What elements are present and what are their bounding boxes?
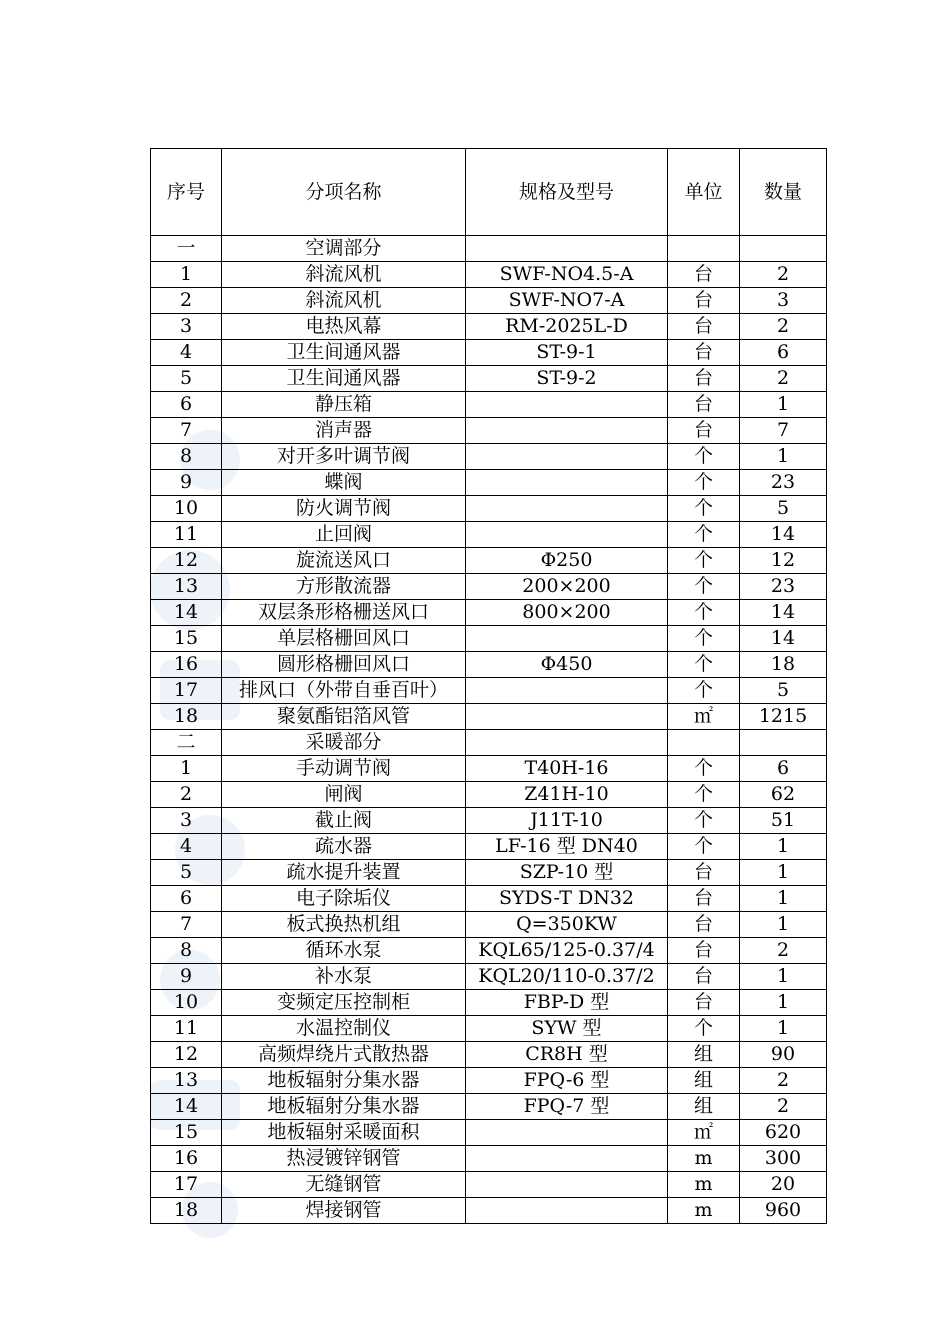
spec-cell bbox=[466, 730, 668, 756]
table-row bbox=[151, 470, 827, 496]
table-row bbox=[151, 496, 827, 522]
unit-cell: 台 bbox=[668, 314, 740, 340]
serial-cell: 15 bbox=[151, 1120, 222, 1146]
spec-cell bbox=[466, 392, 668, 418]
table-row bbox=[151, 366, 827, 392]
item-name-cell: 防火调节阀 bbox=[222, 496, 466, 522]
unit-cell: 台 bbox=[668, 340, 740, 366]
spec-cell bbox=[466, 1146, 668, 1172]
table-row bbox=[151, 652, 827, 678]
quantity-cell: 1 bbox=[740, 834, 827, 860]
table-row bbox=[151, 548, 827, 574]
item-name-cell: 聚氨酯铝箔风管 bbox=[222, 704, 466, 730]
item-name-cell: 电热风幕 bbox=[222, 314, 466, 340]
item-name-cell: 旋流送风口 bbox=[222, 548, 466, 574]
unit-cell bbox=[668, 236, 740, 262]
serial-cell: 8 bbox=[151, 444, 222, 470]
item-name-cell: 地板辐射分集水器 bbox=[222, 1068, 466, 1094]
item-name-cell: 空调部分 bbox=[222, 236, 466, 262]
table-row bbox=[151, 912, 827, 938]
item-name-cell: 蝶阀 bbox=[222, 470, 466, 496]
item-name-cell: 板式换热机组 bbox=[222, 912, 466, 938]
spec-cell: 200×200 bbox=[466, 574, 668, 600]
table-row bbox=[151, 522, 827, 548]
spec-cell bbox=[466, 626, 668, 652]
spec-cell: J11T-10 bbox=[466, 808, 668, 834]
unit-cell: 个 bbox=[668, 782, 740, 808]
table-row bbox=[151, 834, 827, 860]
item-name-cell: 双层条形格栅送风口 bbox=[222, 600, 466, 626]
unit-cell: ㎡ bbox=[668, 704, 740, 730]
table-row bbox=[151, 1094, 827, 1120]
spec-cell: Φ450 bbox=[466, 652, 668, 678]
table-row bbox=[151, 964, 827, 990]
item-name-cell: 电子除垢仪 bbox=[222, 886, 466, 912]
spec-cell bbox=[466, 678, 668, 704]
quantity-cell: 1 bbox=[740, 444, 827, 470]
serial-cell: 2 bbox=[151, 288, 222, 314]
quantity-cell: 2 bbox=[740, 314, 827, 340]
unit-cell: 个 bbox=[668, 522, 740, 548]
unit-cell: m bbox=[668, 1146, 740, 1172]
item-name-cell: 斜流风机 bbox=[222, 288, 466, 314]
table-row bbox=[151, 1172, 827, 1198]
spec-cell bbox=[466, 444, 668, 470]
quantity-cell: 1 bbox=[740, 886, 827, 912]
serial-cell: 1 bbox=[151, 756, 222, 782]
serial-cell: 3 bbox=[151, 808, 222, 834]
unit-cell: 个 bbox=[668, 626, 740, 652]
item-name-cell: 变频定压控制柜 bbox=[222, 990, 466, 1016]
table-row bbox=[151, 990, 827, 1016]
item-name-cell: 地板辐射采暖面积 bbox=[222, 1120, 466, 1146]
quantity-cell bbox=[740, 730, 827, 756]
serial-cell: 12 bbox=[151, 1042, 222, 1068]
serial-cell: 6 bbox=[151, 886, 222, 912]
unit-cell: 台 bbox=[668, 288, 740, 314]
spec-cell bbox=[466, 236, 668, 262]
quantity-cell: 1 bbox=[740, 990, 827, 1016]
unit-cell: 台 bbox=[668, 860, 740, 886]
spec-cell: ST-9-2 bbox=[466, 366, 668, 392]
header-quantity: 数量 bbox=[740, 149, 827, 236]
quantity-cell: 1 bbox=[740, 964, 827, 990]
serial-cell: 8 bbox=[151, 938, 222, 964]
spec-cell: SYDS-T DN32 bbox=[466, 886, 668, 912]
item-name-cell: 静压箱 bbox=[222, 392, 466, 418]
serial-cell: 17 bbox=[151, 1172, 222, 1198]
table-header bbox=[151, 149, 827, 236]
table-row bbox=[151, 756, 827, 782]
quantity-cell: 1 bbox=[740, 912, 827, 938]
table-row bbox=[151, 938, 827, 964]
item-name-cell: 循环水泵 bbox=[222, 938, 466, 964]
unit-cell: m bbox=[668, 1172, 740, 1198]
quantity-cell bbox=[740, 236, 827, 262]
table-row bbox=[151, 886, 827, 912]
item-name-cell: 斜流风机 bbox=[222, 262, 466, 288]
table-row bbox=[151, 704, 827, 730]
unit-cell: 个 bbox=[668, 808, 740, 834]
quantity-cell: 14 bbox=[740, 600, 827, 626]
table-row bbox=[151, 730, 827, 756]
item-name-cell: 方形散流器 bbox=[222, 574, 466, 600]
serial-cell: 12 bbox=[151, 548, 222, 574]
quantity-cell: 3 bbox=[740, 288, 827, 314]
table-row bbox=[151, 574, 827, 600]
serial-cell: 4 bbox=[151, 834, 222, 860]
spec-cell bbox=[466, 522, 668, 548]
unit-cell: 个 bbox=[668, 678, 740, 704]
unit-cell: 个 bbox=[668, 652, 740, 678]
table-row bbox=[151, 1146, 827, 1172]
header-row bbox=[151, 149, 827, 236]
spec-cell: RM-2025L-D bbox=[466, 314, 668, 340]
unit-cell: 台 bbox=[668, 912, 740, 938]
spec-cell: 800×200 bbox=[466, 600, 668, 626]
serial-cell: 一 bbox=[151, 236, 222, 262]
unit-cell: 组 bbox=[668, 1094, 740, 1120]
spec-cell: KQL65/125-0.37/4 bbox=[466, 938, 668, 964]
serial-cell: 18 bbox=[151, 704, 222, 730]
item-name-cell: 卫生间通风器 bbox=[222, 340, 466, 366]
spec-cell: FBP-D 型 bbox=[466, 990, 668, 1016]
serial-cell: 10 bbox=[151, 496, 222, 522]
spec-cell: SYW 型 bbox=[466, 1016, 668, 1042]
serial-cell: 7 bbox=[151, 912, 222, 938]
unit-cell: 台 bbox=[668, 964, 740, 990]
serial-cell: 18 bbox=[151, 1198, 222, 1224]
table-body bbox=[151, 236, 827, 1224]
quantity-cell: 5 bbox=[740, 678, 827, 704]
table-row bbox=[151, 782, 827, 808]
quantity-cell: 1 bbox=[740, 1016, 827, 1042]
item-name-cell: 疏水提升装置 bbox=[222, 860, 466, 886]
quantity-cell: 300 bbox=[740, 1146, 827, 1172]
item-name-cell: 止回阀 bbox=[222, 522, 466, 548]
serial-cell: 二 bbox=[151, 730, 222, 756]
serial-cell: 11 bbox=[151, 1016, 222, 1042]
table-row bbox=[151, 262, 827, 288]
serial-cell: 2 bbox=[151, 782, 222, 808]
equipment-table bbox=[150, 148, 827, 1224]
quantity-cell: 2 bbox=[740, 938, 827, 964]
table-row bbox=[151, 626, 827, 652]
item-name-cell: 消声器 bbox=[222, 418, 466, 444]
table-row bbox=[151, 288, 827, 314]
quantity-cell: 5 bbox=[740, 496, 827, 522]
unit-cell: 组 bbox=[668, 1068, 740, 1094]
table-row bbox=[151, 600, 827, 626]
spec-cell: FPQ-6 型 bbox=[466, 1068, 668, 1094]
quantity-cell: 20 bbox=[740, 1172, 827, 1198]
quantity-cell: 2 bbox=[740, 262, 827, 288]
serial-cell: 3 bbox=[151, 314, 222, 340]
quantity-cell: 23 bbox=[740, 574, 827, 600]
item-name-cell: 排风口（外带自垂百叶） bbox=[222, 678, 466, 704]
table-row bbox=[151, 418, 827, 444]
quantity-cell: 12 bbox=[740, 548, 827, 574]
table-row bbox=[151, 1120, 827, 1146]
serial-cell: 13 bbox=[151, 574, 222, 600]
unit-cell: 组 bbox=[668, 1042, 740, 1068]
unit-cell: 台 bbox=[668, 990, 740, 1016]
item-name-cell: 单层格栅回风口 bbox=[222, 626, 466, 652]
header-serial: 序号 bbox=[151, 149, 222, 236]
spec-cell: Φ250 bbox=[466, 548, 668, 574]
unit-cell: 个 bbox=[668, 496, 740, 522]
spec-cell bbox=[466, 704, 668, 730]
table-row bbox=[151, 392, 827, 418]
unit-cell: ㎡ bbox=[668, 1120, 740, 1146]
spec-cell bbox=[466, 496, 668, 522]
serial-cell: 5 bbox=[151, 366, 222, 392]
item-name-cell: 闸阀 bbox=[222, 782, 466, 808]
spec-cell bbox=[466, 1198, 668, 1224]
unit-cell: m bbox=[668, 1198, 740, 1224]
spec-cell: SZP-10 型 bbox=[466, 860, 668, 886]
serial-cell: 5 bbox=[151, 860, 222, 886]
spec-cell: T40H-16 bbox=[466, 756, 668, 782]
serial-cell: 16 bbox=[151, 652, 222, 678]
unit-cell: 个 bbox=[668, 574, 740, 600]
unit-cell: 个 bbox=[668, 600, 740, 626]
unit-cell: 台 bbox=[668, 418, 740, 444]
serial-cell: 17 bbox=[151, 678, 222, 704]
quantity-cell: 51 bbox=[740, 808, 827, 834]
item-name-cell: 采暖部分 bbox=[222, 730, 466, 756]
serial-cell: 9 bbox=[151, 470, 222, 496]
item-name-cell: 手动调节阀 bbox=[222, 756, 466, 782]
quantity-cell: 18 bbox=[740, 652, 827, 678]
spec-cell: FPQ-7 型 bbox=[466, 1094, 668, 1120]
quantity-cell: 6 bbox=[740, 756, 827, 782]
unit-cell: 个 bbox=[668, 834, 740, 860]
unit-cell: 个 bbox=[668, 756, 740, 782]
spec-cell: ST-9-1 bbox=[466, 340, 668, 366]
spec-cell: SWF-NO4.5-A bbox=[466, 262, 668, 288]
serial-cell: 1 bbox=[151, 262, 222, 288]
item-name-cell: 水温控制仪 bbox=[222, 1016, 466, 1042]
unit-cell: 个 bbox=[668, 548, 740, 574]
item-name-cell: 高频焊绕片式散热器 bbox=[222, 1042, 466, 1068]
quantity-cell: 1215 bbox=[740, 704, 827, 730]
serial-cell: 13 bbox=[151, 1068, 222, 1094]
table-row bbox=[151, 444, 827, 470]
item-name-cell: 无缝钢管 bbox=[222, 1172, 466, 1198]
quantity-cell: 7 bbox=[740, 418, 827, 444]
spec-cell: SWF-NO7-A bbox=[466, 288, 668, 314]
table-row bbox=[151, 860, 827, 886]
quantity-cell: 2 bbox=[740, 1068, 827, 1094]
serial-cell: 14 bbox=[151, 1094, 222, 1120]
unit-cell: 个 bbox=[668, 1016, 740, 1042]
table-row bbox=[151, 1068, 827, 1094]
table-row bbox=[151, 236, 827, 262]
unit-cell: 个 bbox=[668, 470, 740, 496]
spec-cell: Z41H-10 bbox=[466, 782, 668, 808]
spec-cell bbox=[466, 1172, 668, 1198]
quantity-cell: 2 bbox=[740, 366, 827, 392]
quantity-cell: 6 bbox=[740, 340, 827, 366]
spec-cell: LF-16 型 DN40 bbox=[466, 834, 668, 860]
unit-cell: 台 bbox=[668, 886, 740, 912]
spec-cell: KQL20/110-0.37/2 bbox=[466, 964, 668, 990]
serial-cell: 6 bbox=[151, 392, 222, 418]
header-spec: 规格及型号 bbox=[466, 149, 668, 236]
spec-cell: CR8H 型 bbox=[466, 1042, 668, 1068]
serial-cell: 7 bbox=[151, 418, 222, 444]
table-row bbox=[151, 1198, 827, 1224]
item-name-cell: 地板辐射分集水器 bbox=[222, 1094, 466, 1120]
quantity-cell: 14 bbox=[740, 522, 827, 548]
quantity-cell: 1 bbox=[740, 860, 827, 886]
spec-cell bbox=[466, 470, 668, 496]
header-unit: 单位 bbox=[668, 149, 740, 236]
item-name-cell: 对开多叶调节阀 bbox=[222, 444, 466, 470]
quantity-cell: 960 bbox=[740, 1198, 827, 1224]
serial-cell: 4 bbox=[151, 340, 222, 366]
serial-cell: 10 bbox=[151, 990, 222, 1016]
quantity-cell: 2 bbox=[740, 1094, 827, 1120]
table-row bbox=[151, 314, 827, 340]
quantity-cell: 14 bbox=[740, 626, 827, 652]
item-name-cell: 疏水器 bbox=[222, 834, 466, 860]
spec-cell bbox=[466, 1120, 668, 1146]
quantity-cell: 1 bbox=[740, 392, 827, 418]
table-row bbox=[151, 1016, 827, 1042]
serial-cell: 16 bbox=[151, 1146, 222, 1172]
unit-cell: 台 bbox=[668, 392, 740, 418]
item-name-cell: 焊接钢管 bbox=[222, 1198, 466, 1224]
unit-cell bbox=[668, 730, 740, 756]
unit-cell: 台 bbox=[668, 366, 740, 392]
quantity-cell: 90 bbox=[740, 1042, 827, 1068]
table-row bbox=[151, 678, 827, 704]
serial-cell: 14 bbox=[151, 600, 222, 626]
item-name-cell: 补水泵 bbox=[222, 964, 466, 990]
quantity-cell: 23 bbox=[740, 470, 827, 496]
spec-cell: Q=350KW bbox=[466, 912, 668, 938]
serial-cell: 9 bbox=[151, 964, 222, 990]
table-row bbox=[151, 340, 827, 366]
unit-cell: 台 bbox=[668, 938, 740, 964]
item-name-cell: 圆形格栅回风口 bbox=[222, 652, 466, 678]
table-row bbox=[151, 1042, 827, 1068]
quantity-cell: 62 bbox=[740, 782, 827, 808]
serial-cell: 11 bbox=[151, 522, 222, 548]
table-row bbox=[151, 808, 827, 834]
item-name-cell: 热浸镀锌钢管 bbox=[222, 1146, 466, 1172]
item-name-cell: 卫生间通风器 bbox=[222, 366, 466, 392]
header-item-name: 分项名称 bbox=[222, 149, 466, 236]
unit-cell: 台 bbox=[668, 262, 740, 288]
spec-cell bbox=[466, 418, 668, 444]
serial-cell: 15 bbox=[151, 626, 222, 652]
quantity-cell: 620 bbox=[740, 1120, 827, 1146]
item-name-cell: 截止阀 bbox=[222, 808, 466, 834]
unit-cell: 个 bbox=[668, 444, 740, 470]
